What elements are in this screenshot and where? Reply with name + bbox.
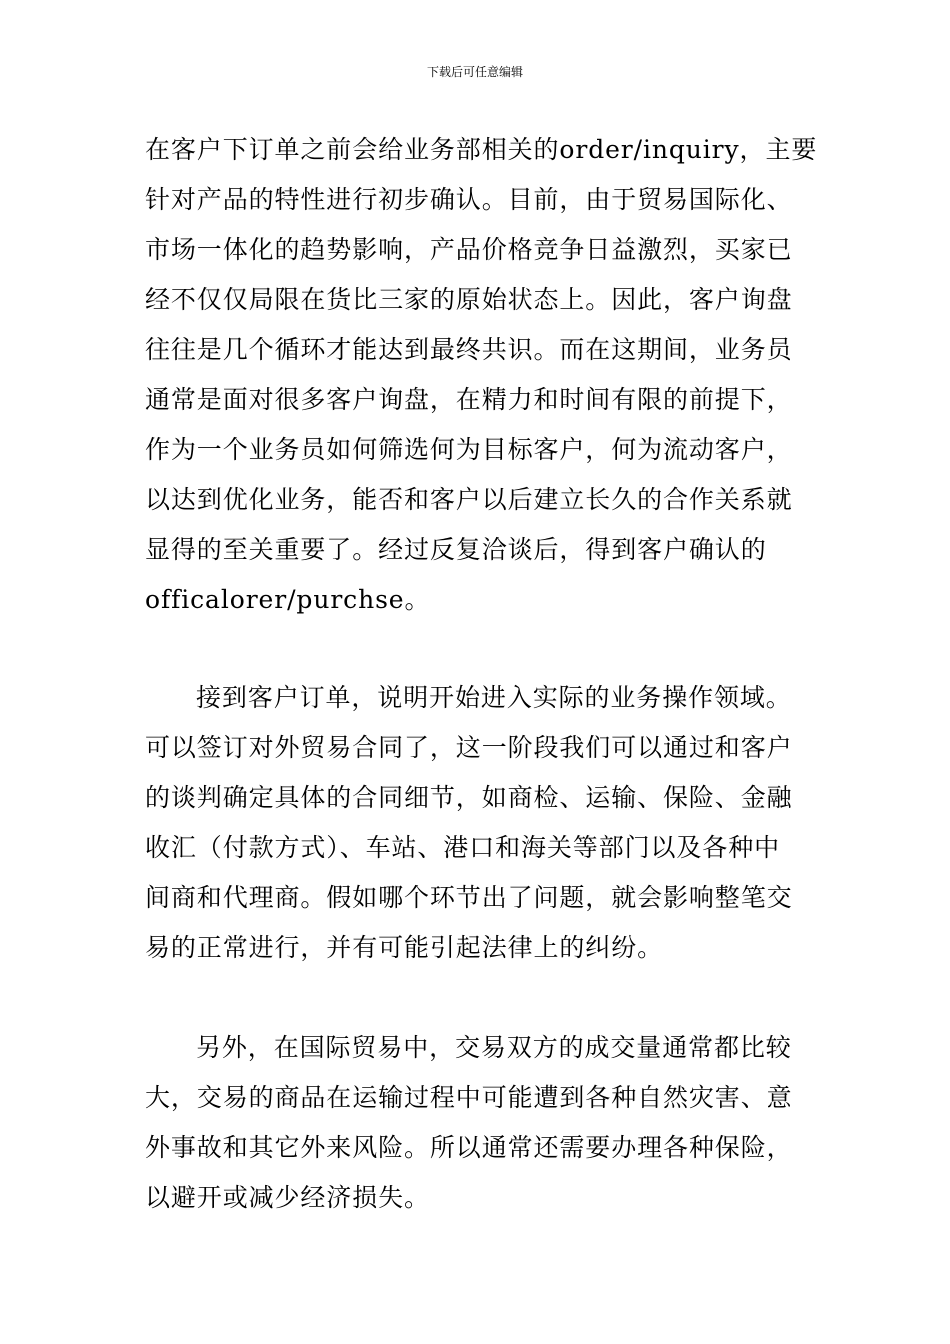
text-line: 以避开或减少经济损失。	[145, 1183, 430, 1212]
text-line: 收汇（付款方式）、车站、港口和海关等部门以及各种中	[145, 833, 781, 862]
text-line: 经不仅仅局限在货比三家的原始状态上。因此，客户询盘	[145, 285, 793, 314]
text-line: 接到客户订单，说明开始进入实际的业务操作领域。	[196, 683, 792, 712]
text-line: 往往是几个循环才能达到最终共识。而在这期间，业务员	[145, 335, 793, 364]
text-line: officalorer/purchse。	[145, 585, 431, 614]
text-line: 通常是面对很多客户询盘，在精力和时间有限的前提下，	[145, 385, 793, 414]
text-line: 以达到优化业务，能否和客户以后建立长久的合作关系就	[145, 485, 793, 514]
text-line: 可以签订对外贸易合同了，这一阶段我们可以通过和客户	[145, 733, 793, 762]
text-line: 的谈判确定具体的合同细节，如商检、运输、保险、金融	[145, 783, 793, 812]
text-line: 显得的至关重要了。经过反复洽谈后，得到客户确认的	[145, 535, 767, 564]
text-line: 间商和代理商。假如哪个环节出了问题，就会影响整笔交	[145, 883, 793, 912]
text-line: 外事故和其它外来风险。所以通常还需要办理各种保险，	[145, 1133, 793, 1162]
text-line: 针对产品的特性进行初步确认。目前，由于贸易国际化、	[145, 185, 793, 214]
text-line: 市场一体化的趋势影响，产品价格竞争日益激烈，买家已	[145, 235, 793, 264]
text-line: 易的正常进行，并有可能引起法律上的纠纷。	[145, 933, 664, 962]
page-header-note: 下载后可任意编辑	[426, 65, 523, 79]
text-line: 大，交易的商品在运输过程中可能遭到各种自然灾害、意	[145, 1083, 793, 1112]
text-line: 在客户下订单之前会给业务部相关的order/inquiry，主要	[145, 135, 818, 164]
text-line: 作为一个业务员如何筛选何为目标客户，何为流动客户，	[145, 435, 793, 464]
text-line: 另外，在国际贸易中，交易双方的成交量通常都比较	[196, 1033, 792, 1062]
